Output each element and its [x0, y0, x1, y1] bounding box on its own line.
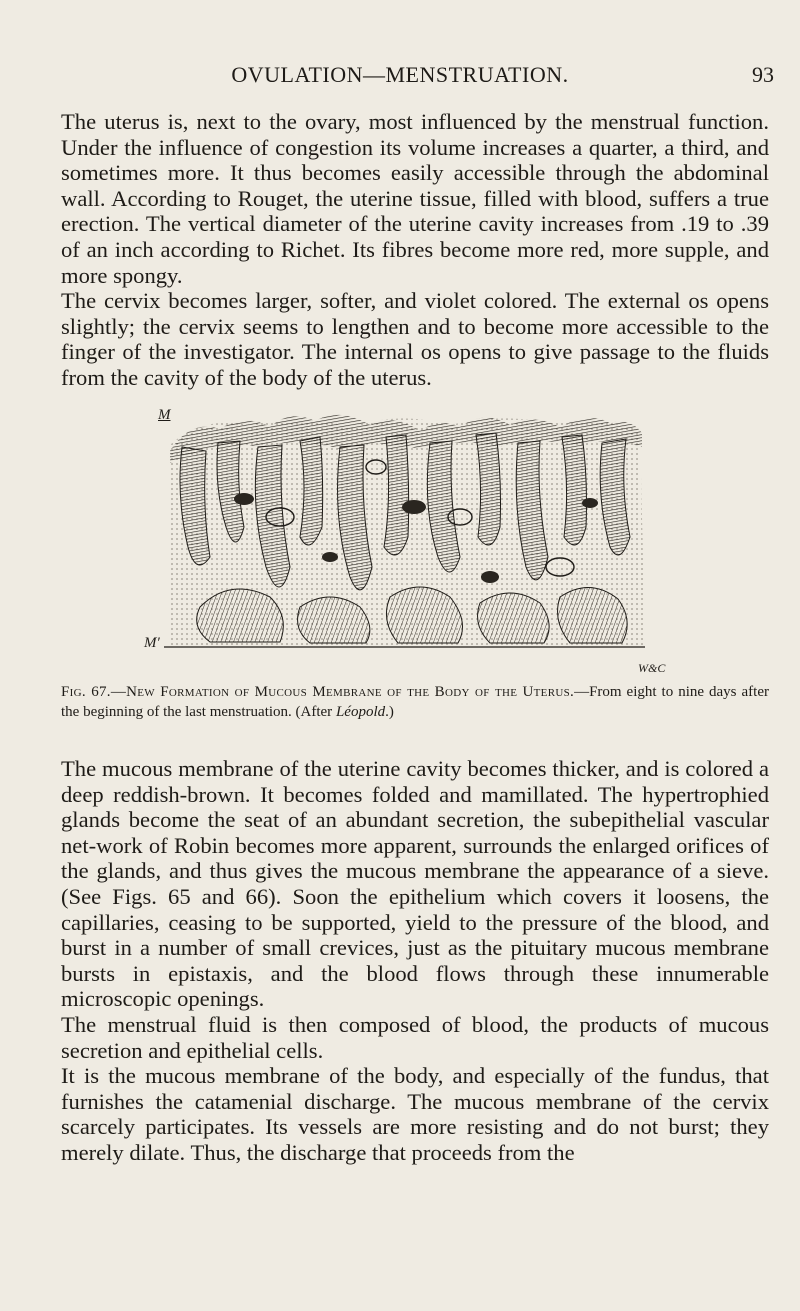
- paragraph: The mucous membrane of the uterine cavity becomes thicker, and is colored a deep reddish-brown. It becomes folded and mamillated. The hypertrophied glands become the seat of an abundant secretion, the subepithelial vascular net-work of Robin becomes more apparent, surrounds the enlarged orifices of the glands, and thus gives the mucous membrane the appearance of a sieve. (See Figs. 65 and 66). Soon the epithelium which covers it loosens, the capillaries, ceasing to be supported, yield to the pressure of the blood, and burst in a number of small crevices, just as the pituitary mucous membrane bursts in epistaxis, and the blood flows through these innumerable microscopic openings.: [61, 756, 769, 1012]
- label-m-prime: M′: [144, 635, 160, 651]
- caption-title: —New Formation of Mucous Membrane of the Body of the Uterus.: [110, 684, 575, 700]
- paragraph: It is the mucous membrane of the body, and especially of the fundus, that furnishes the catamenial discharge. The mucous membrane of the cervix scarcely participates. Its vessels are more resisting and do not burst; they merely dilate. Thus, the discharge that proceeds from the: [61, 1063, 769, 1165]
- histology-figure: [140, 407, 666, 675]
- paragraph: The menstrual fluid is then composed of blood, the products of mucous secretion and epithelial cells.: [61, 1011, 769, 1063]
- engraver-signature: W&C: [638, 661, 666, 675]
- caption-author: Léopold: [335, 703, 386, 720]
- figure-caption: [61, 683, 769, 722]
- running-head: OVULATION—MENSTRUATION.: [231, 62, 569, 87]
- body-text-bottom: [61, 756, 769, 1166]
- caption-end: .): [385, 703, 394, 720]
- body-text-top: [61, 109, 769, 391]
- label-m: M: [158, 407, 171, 423]
- page-number: 93: [752, 62, 774, 87]
- mucous-membrane-illustration: [140, 407, 660, 663]
- page-header: [0, 62, 800, 92]
- paragraph: The uterus is, next to the ovary, most influenced by the menstrual function. Under the influence of congestion its volume increases a quarter, a third, and sometimes more. It thus becomes easily accessible through the abdominal wall. According to Rouget, the uterine tissue, filled with blood, suffers a true erection. The vertical diameter of the uterine cavity increases from .19 to .39 of an inch according to Richet. Its fibres become more red, more supple, and more spongy.: [61, 109, 769, 288]
- caption-description: —From eight to nine days after the beginning of the last menstruation. (After: [61, 684, 769, 720]
- caption-fig-number: Fig. 67.: [61, 684, 111, 700]
- paragraph: The cervix becomes larger, softer, and violet colored. The external os opens slightly; the cervix seems to lengthen and to become more accessible to the finger of the investigator. The internal os opens to give passage to the fluids from the cavity of the body of the uterus.: [61, 288, 769, 390]
